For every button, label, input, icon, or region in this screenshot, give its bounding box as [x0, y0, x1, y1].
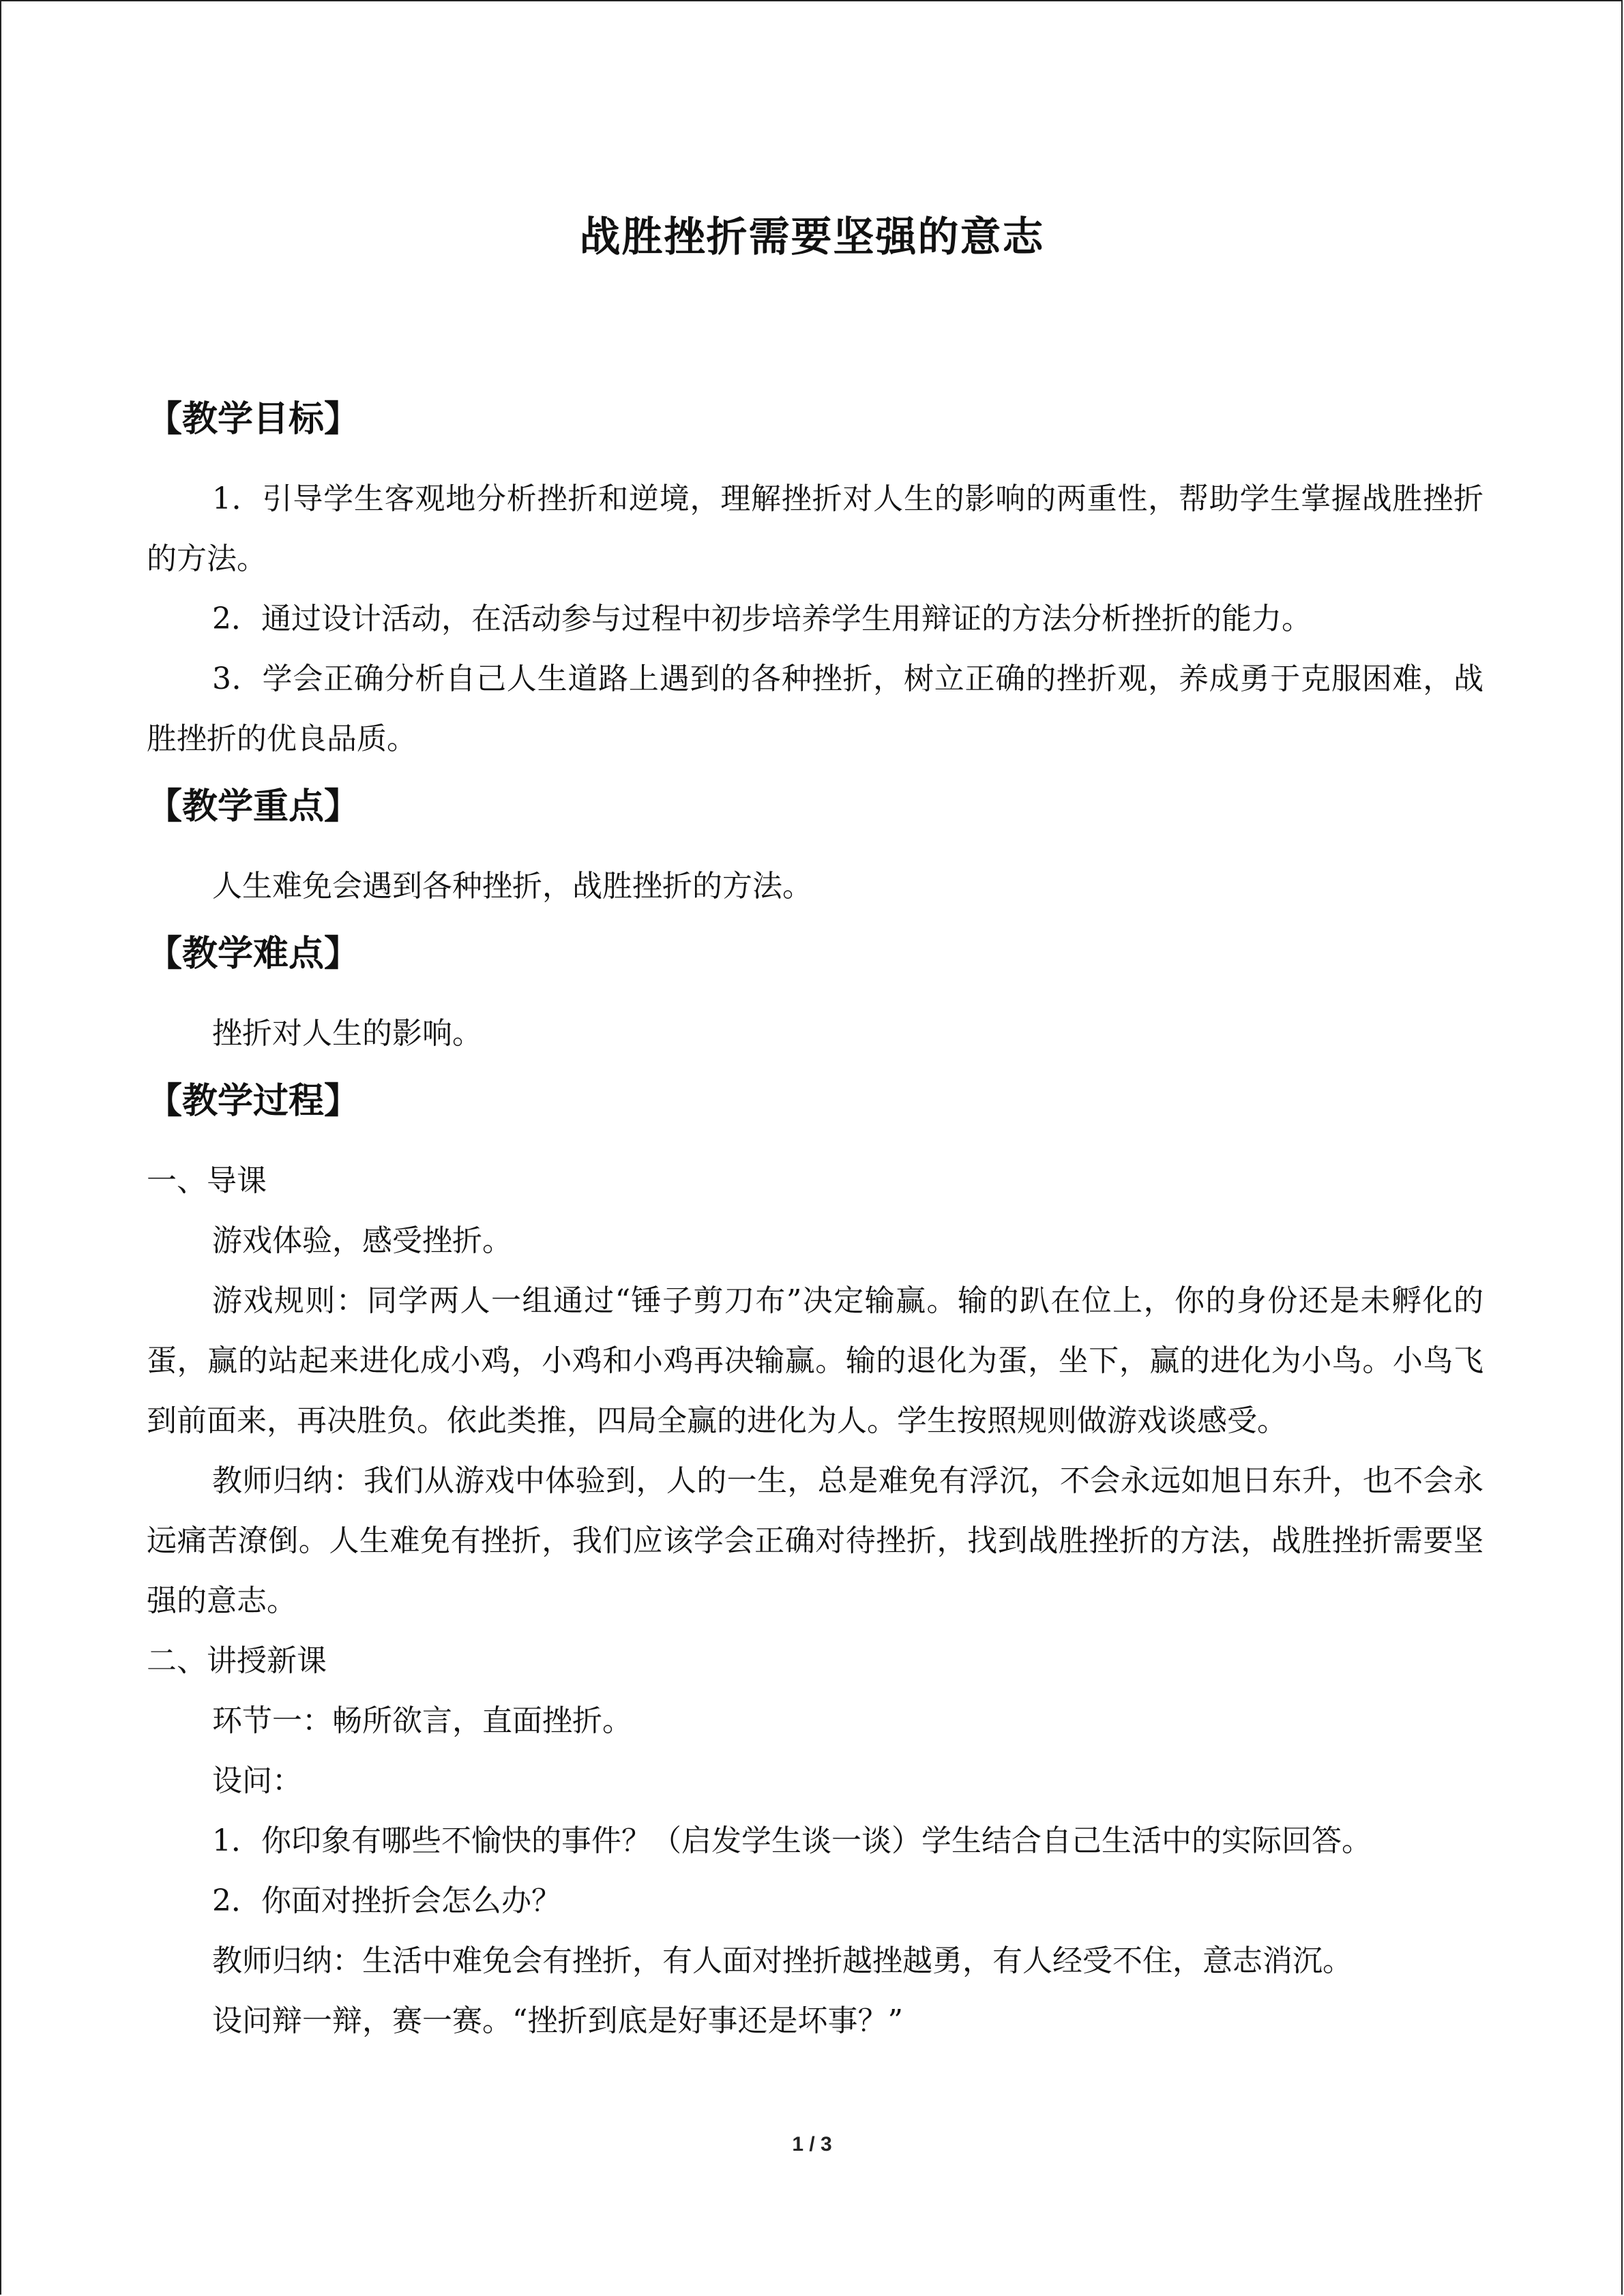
- document-body: [147, 382, 1483, 2051]
- section-heading-objectives: 【教学目标】: [147, 398, 360, 440]
- difficulties-text: 挫折对人生的影响。: [212, 1016, 482, 1051]
- key-points-text: 人生难免会遇到各种挫折，战胜挫折的方法。: [212, 869, 812, 904]
- process-part2-line: 环节一：畅所欲言，直面挫折。: [212, 1703, 632, 1738]
- process-part1-line: 游戏规则：同学两人一组通过“锤子剪刀布”决定输赢。输的趴在位上，你的身份还是未孵化的蛋，赢的站起来进化成小鸡，小鸡和小鸡再决输赢。输的退化为蛋，坐下，赢的进化为小鸟。小鸟飞到前面来，再决胜负。依此类推，四局全赢的进化为人。学生按照规则做游戏谈感受。: [147, 1283, 1483, 1438]
- document-title: 战胜挫折需要坚强的意志: [579, 213, 1045, 261]
- process-part1-title: 一、导课: [147, 1163, 267, 1198]
- process-part1-line: 游戏体验，感受挫折。: [212, 1223, 512, 1258]
- process-part2-line: 设问：: [212, 1763, 302, 1798]
- objective-item: 3．学会正确分析自己人生道路上遇到的各种挫折，树立正确的挫折观，养成勇于克服困难，战胜挫折的优良品质。: [147, 661, 1483, 756]
- process-part2-line: 2．你面对挫折会怎么办？: [212, 1883, 561, 1918]
- objective-item: 1．引导学生客观地分析挫折和逆境，理解挫折对人生的影响的两重性，帮助学生掌握战胜挫折的方法。: [147, 481, 1483, 576]
- process-part2-line: 1．你印象有哪些不愉快的事件？（启发学生谈一谈）学生结合自己生活中的实际回答。: [212, 1823, 1372, 1858]
- process-part2-line: 教师归纳：生活中难免会有挫折，有人面对挫折越挫越勇，有人经受不住，意志消沉。: [212, 1943, 1353, 1978]
- process-part2-title: 二、讲授新课: [147, 1643, 327, 1678]
- section-heading-process: 【教学过程】: [147, 1080, 360, 1122]
- process-part1-line: 教师归纳：我们从游戏中体验到，人的一生，总是难免有浮沉，不会永远如旭日东升，也不会永远痛苦潦倒。人生难免有挫折，我们应该学会正确对待挫折，找到战胜挫折的方法，战胜挫折需要坚强的意志。: [147, 1463, 1483, 1618]
- section-heading-key-points: 【教学重点】: [147, 786, 360, 827]
- page-indicator: 1 / 3: [792, 2133, 832, 2156]
- process-part2-line: 设问辩一辩，赛一赛。“挫折到底是好事还是坏事？”: [212, 2003, 903, 2038]
- objective-item: 2．通过设计活动，在活动参与过程中初步培养学生用辩证的方法分析挫折的能力。: [212, 601, 1312, 636]
- section-heading-difficulties: 【教学难点】: [147, 933, 360, 974]
